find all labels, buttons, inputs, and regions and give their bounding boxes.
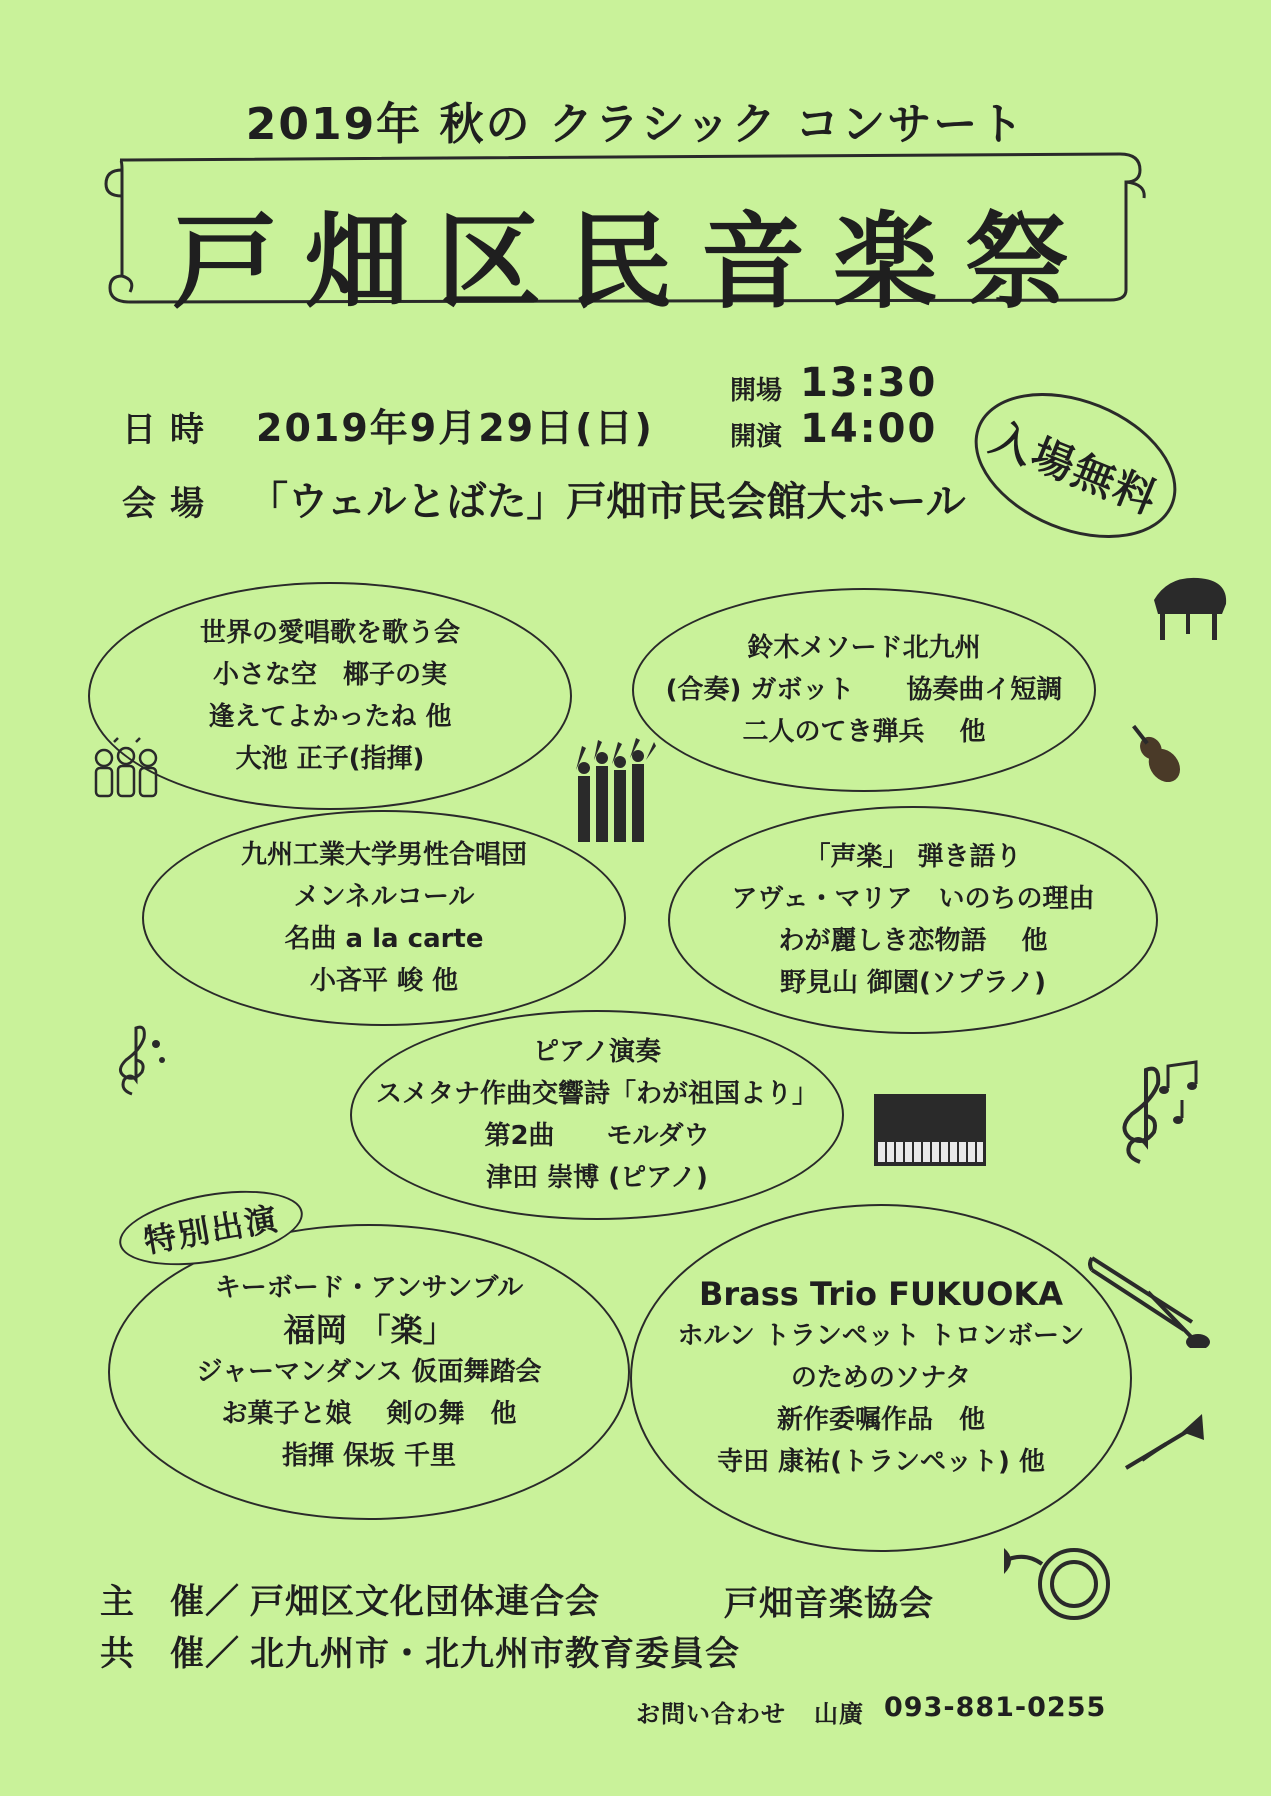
- host-secondary: 戸畑音楽協会: [724, 1584, 934, 1624]
- program-line: Brass Trio FUKUOKA: [698, 1275, 1063, 1313]
- host-label: 主 催／: [100, 1582, 240, 1622]
- program-line: 名曲 a la carte: [284, 924, 484, 954]
- grand-piano-icon: [1148, 570, 1232, 646]
- program-line: 津田 崇博 (ピアノ): [486, 1163, 708, 1193]
- cohost: 北九州市・北九州市教育委員会: [250, 1634, 740, 1674]
- choir-icon: [572, 736, 658, 846]
- program-line: ジャーマンダンス 仮面舞踏会: [196, 1357, 542, 1387]
- program-line: 指揮 保坂 千里: [281, 1441, 457, 1471]
- french-horn-icon: [1002, 1530, 1128, 1630]
- venue-label: 会場: [122, 484, 218, 524]
- program-line: キーボード・アンサンブル: [214, 1273, 524, 1303]
- contact-label: お問い合わせ: [636, 1700, 786, 1728]
- program-line: 二人のてき弾兵 他: [742, 717, 986, 747]
- main-title: 戸畑区民音楽祭: [172, 201, 1097, 323]
- program-4: [668, 806, 1158, 1034]
- program-line: メンネルコール: [293, 882, 475, 912]
- program-line: お菓子と娘 剣の舞 他: [221, 1399, 517, 1429]
- treble-clef-icon: [112, 1020, 168, 1100]
- host-primary: 戸畑区文化団体連合会: [250, 1582, 600, 1622]
- program-6: [108, 1224, 630, 1520]
- program-3: [142, 810, 626, 1026]
- program-line: のためのソナタ: [790, 1363, 972, 1393]
- program-line: アヴェ・マリア いのちの理由: [731, 884, 1095, 914]
- contact-phone: 093-881-0255: [884, 1692, 1107, 1723]
- violin-icon: [1122, 716, 1192, 796]
- program-line: ピアノ演奏: [533, 1037, 661, 1067]
- program-line: 大池 正子(指揮): [235, 744, 425, 774]
- program-line: 逢えてよかったね 他: [208, 702, 452, 732]
- start-time: 14:00: [800, 406, 938, 452]
- program-line: 新作委嘱作品 他: [776, 1405, 985, 1435]
- open-label: 開場: [730, 376, 783, 406]
- contact-name: 山廣: [814, 1700, 864, 1728]
- open-time: 13:30: [800, 360, 938, 406]
- program-line: (合奏) ガボット 協奏曲イ短調: [665, 675, 1063, 705]
- free-admission-badge: 入場無料: [953, 365, 1198, 566]
- venue-text: 「ウェルとばた」戸畑市民会館大ホール: [248, 479, 966, 525]
- program-line: スメタナ作曲交響詩「わが祖国より」: [375, 1079, 818, 1109]
- program-line: 小さな空 椰子の実: [212, 660, 447, 690]
- special-appearance-badge: 特別出演: [114, 1178, 309, 1277]
- program-line: ホルン トランペット トロンボーン: [677, 1321, 1085, 1351]
- program-line: 野見山 御園(ソプラノ): [779, 968, 1047, 998]
- program-line: 九州工業大学男性合唱団: [240, 840, 527, 870]
- subtitle: 2019年 秋の クラシック コンサート: [245, 99, 1026, 150]
- program-line: 寺田 康祐(トランペット) 他: [717, 1447, 1045, 1477]
- program-5: [350, 1010, 844, 1220]
- treble-clef-icon: [1112, 1058, 1208, 1170]
- program-line: 鈴木メソード北九州: [747, 633, 981, 663]
- program-line: 世界の愛唱歌を歌う会: [199, 618, 460, 648]
- trombone-icon: [1088, 1248, 1212, 1348]
- singers-icon: [90, 736, 162, 802]
- cohost-label: 共 催／: [100, 1634, 240, 1674]
- program-line: 小吝平 峻 他: [309, 966, 459, 996]
- keyboard-icon: [872, 1090, 988, 1170]
- program-7: [630, 1204, 1132, 1552]
- start-label: 開演: [730, 422, 783, 452]
- program-line: わが麗しき恋物語 他: [778, 926, 1048, 956]
- program-2: [632, 588, 1096, 792]
- date-label: 日時: [122, 410, 218, 450]
- trumpet-icon: [1122, 1410, 1206, 1482]
- program-line: 「声楽」 弾き語り: [804, 842, 1022, 872]
- program-line: 福岡 「楽」: [283, 1311, 455, 1349]
- program-line: 第2曲 モルダウ: [484, 1121, 710, 1151]
- event-date: 2019年9月29日(日): [256, 406, 654, 450]
